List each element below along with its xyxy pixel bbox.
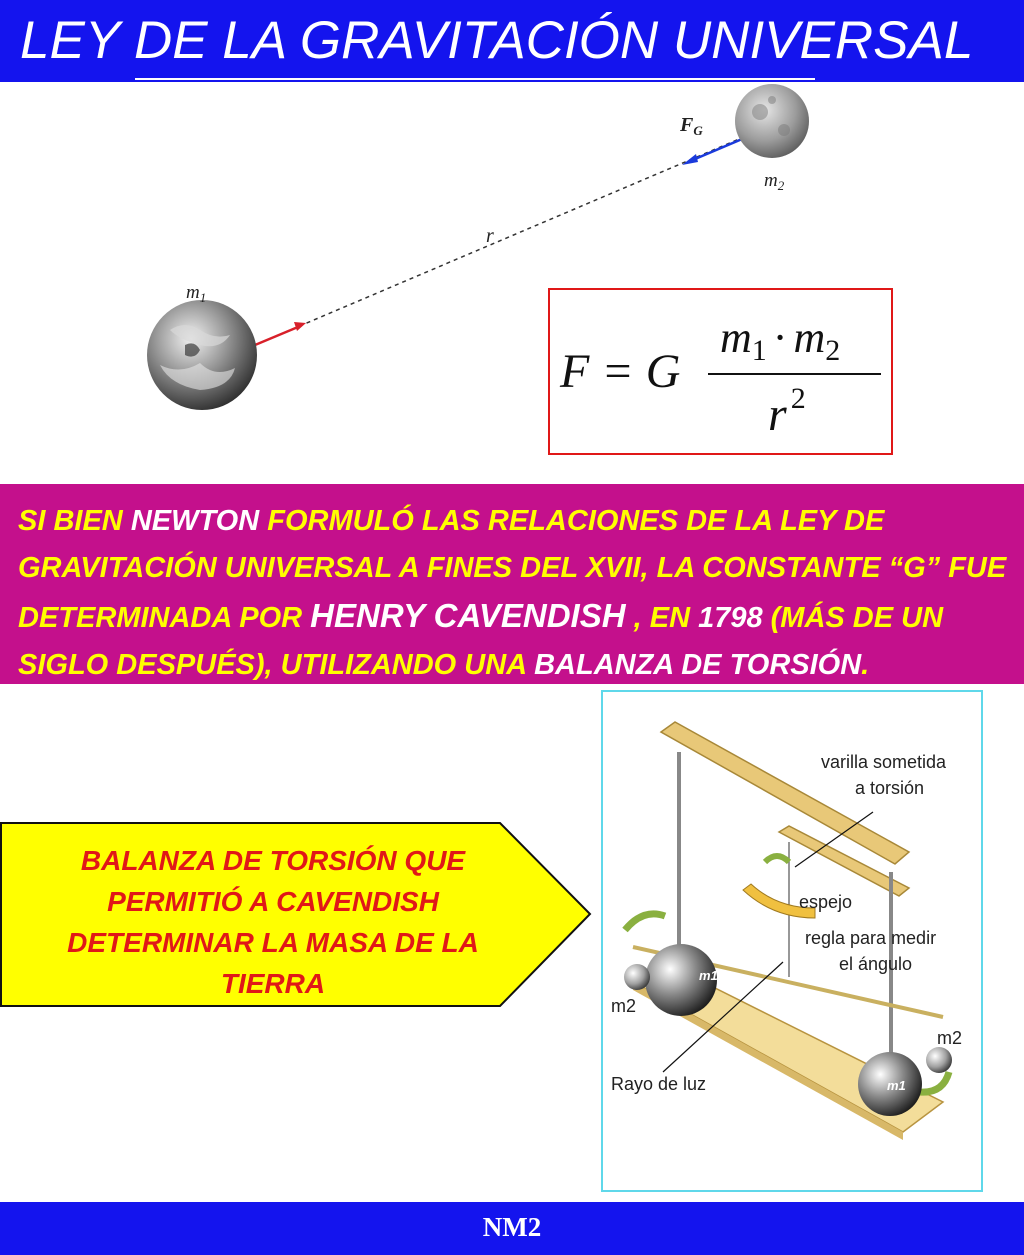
torsion-balance-drawing	[603, 692, 981, 1190]
year: 1798	[698, 602, 763, 634]
force-arrow-m1	[255, 327, 298, 345]
info-part: .	[861, 649, 870, 681]
label-m1-right: m1	[887, 1078, 906, 1093]
rotation-arrow-icon	[765, 856, 789, 862]
gravitation-formula	[550, 290, 891, 453]
footer-label: NM2	[482, 1212, 542, 1242]
earth-icon	[147, 300, 257, 410]
label-m1-left: m1	[699, 968, 718, 983]
info-paragraph	[18, 498, 1013, 689]
force-arrowhead-m2	[682, 154, 698, 165]
info-part: FORMULÓ LAS RELACIONES DE LA LEY DE GRAVITACIÓN UNIVERSAL A FINES DEL XVII, LA CONSTANTE “G” FUE DETERMINADA POR	[18, 505, 1007, 634]
label-rod-line2: a torsión	[855, 778, 925, 798]
formula-lhs: F = G	[560, 345, 681, 398]
small-mass-left	[624, 964, 650, 990]
small-mass-right	[926, 1047, 952, 1073]
label-mirror: espejo	[799, 892, 853, 912]
torsion-balance-term: BALANZA DE TORSIÓN	[534, 649, 862, 681]
footer-bar	[0, 1202, 1024, 1255]
newton-name: NEWTON	[130, 505, 260, 537]
info-panel	[0, 484, 1024, 684]
formula-box	[548, 288, 893, 455]
force-label: $F_G$	[680, 114, 703, 138]
force-arrowhead-m1	[294, 322, 306, 331]
label-rod-line1: varilla sometida	[821, 752, 947, 772]
label-m2-right: m2	[937, 1028, 963, 1048]
torsion-balance-illustration	[601, 690, 983, 1192]
label-m2-left: m2	[611, 996, 637, 1016]
mass1-label: $m_1$	[186, 282, 207, 305]
info-part: (MÁS DE UN SIGLO DESPUÉS), UTILIZANDO UNA	[18, 602, 944, 681]
rotation-arrow-icon	[625, 914, 665, 930]
label-ruler-line1: regla para medir	[805, 928, 937, 948]
label-ruler-line2: el ángulo	[839, 954, 913, 974]
moon-icon	[735, 84, 809, 158]
info-part: , EN	[625, 602, 699, 634]
page-title: LEY DE LA GRAVITACIÓN UNIVERSAL	[20, 11, 974, 70]
mass2-label: $m_2$	[764, 170, 785, 193]
formula-numerator: m1 · m2	[720, 313, 841, 367]
distance-label: r	[486, 225, 494, 247]
title-bar	[0, 0, 1024, 82]
info-part: SI BIEN	[18, 505, 131, 537]
cavendish-name: HENRY CAVENDISH	[310, 597, 626, 634]
label-light-ray: Rayo de luz	[611, 1074, 707, 1094]
rotation-arrow-icon	[919, 1072, 949, 1092]
callout-arrow	[0, 822, 592, 1008]
title-underline	[135, 78, 815, 80]
callout-text: BALANZA DE TORSIÓN QUE PERMITIÓ A CAVENDISH DETERMINAR LA MASA DE LA TIERRA	[67, 845, 479, 999]
formula-denominator: r $^2$	[768, 382, 806, 441]
